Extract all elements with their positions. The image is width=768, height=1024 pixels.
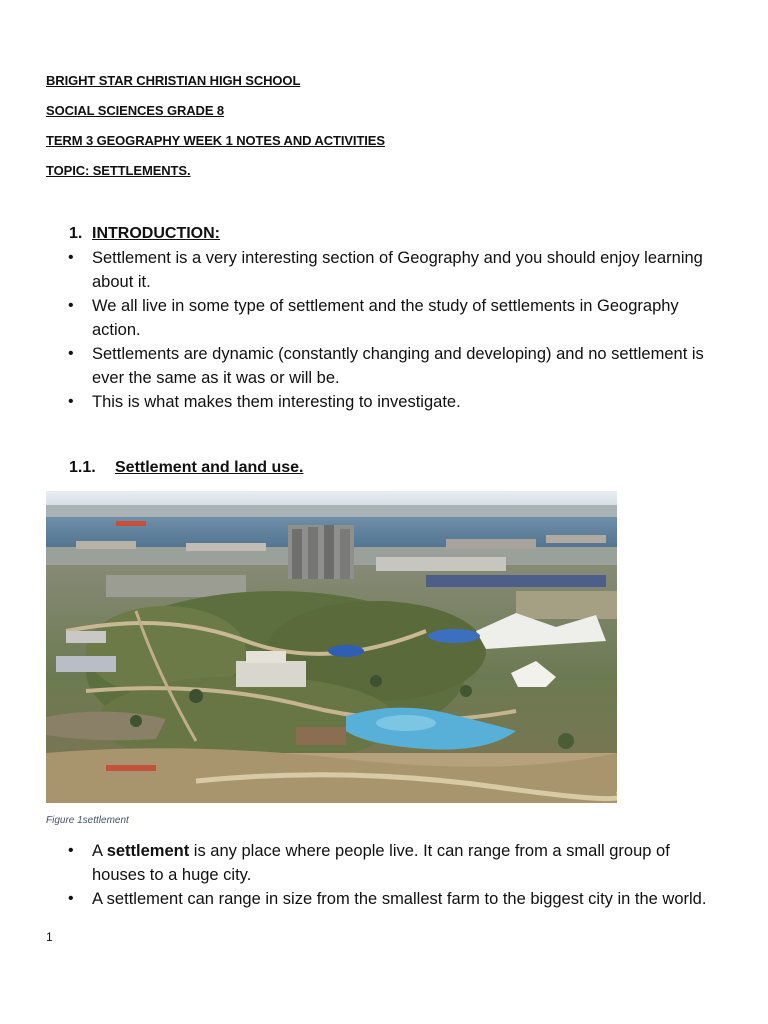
bullet-icon: • bbox=[68, 345, 74, 362]
page-number: 1 bbox=[46, 930, 53, 944]
term-week-title: TERM 3 GEOGRAPHY WEEK 1 NOTES AND ACTIVITIES bbox=[46, 133, 385, 148]
topic-title: TOPIC: SETTLEMENTS. bbox=[46, 163, 191, 178]
settlement-term: settlement bbox=[106, 842, 190, 860]
bullet-icon: • bbox=[68, 249, 74, 266]
definition-bullet-list bbox=[64, 839, 724, 911]
intro-heading: INTRODUCTION: bbox=[92, 225, 220, 242]
list-item: • Settlements are dynamic (constantly changing and developing) and no settlement is ever the same as it was or will be. bbox=[64, 342, 724, 390]
intro-bullet-list bbox=[64, 246, 724, 414]
list-item: • A settlement can range in size from the smallest farm to the biggest city in the world. bbox=[64, 887, 724, 911]
list-item: • A settlement is any place where people live. It can range from a small group of houses to a huge city. bbox=[64, 839, 724, 887]
bullet-icon: • bbox=[68, 393, 74, 410]
bullet-icon: • bbox=[68, 297, 74, 314]
list-item: • Settlement is a very interesting section of Geography and you should enjoy learning about it. bbox=[64, 246, 724, 294]
bullet-icon: • bbox=[68, 890, 74, 907]
school-name: BRIGHT STAR CHRISTIAN HIGH SCHOOL bbox=[46, 73, 301, 88]
land-use-section-number: 1.1. bbox=[69, 459, 96, 476]
land-use-heading: Settlement and land use. bbox=[115, 459, 304, 476]
list-item: • We all live in some type of settlement and the study of settlements in Geography action. bbox=[64, 294, 724, 342]
figure-caption: Figure 1settlement bbox=[46, 815, 129, 826]
bullet-icon: • bbox=[68, 842, 74, 859]
list-item: • This is what makes them interesting to investigate. bbox=[64, 390, 724, 414]
subject-grade: SOCIAL SCIENCES GRADE 8 bbox=[46, 103, 225, 118]
intro-section-number: 1. bbox=[69, 225, 83, 242]
settlement-aerial-photo bbox=[46, 491, 617, 803]
